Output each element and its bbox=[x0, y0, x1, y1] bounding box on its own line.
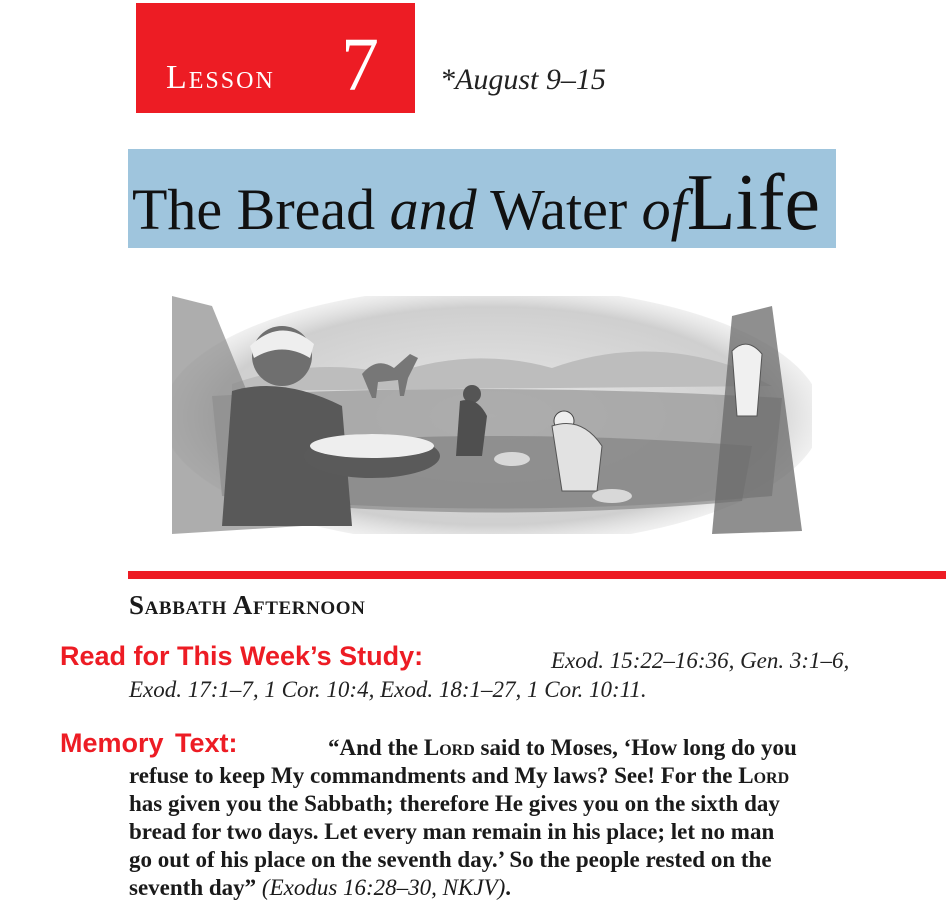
memory-line-3: has given you the Sabbath; therefore He gives you on the sixth day bbox=[129, 791, 780, 816]
title-of: of bbox=[641, 177, 687, 242]
memory-line-4: bread for two days. Let every man remain in his place; let no man bbox=[129, 819, 775, 844]
lesson-label: Lesson bbox=[166, 59, 275, 96]
read-references-line-2: Exod. 17:1–7, 1 Cor. 10:4, Exod. 18:1–27, 1 Cor. 10:11. bbox=[129, 677, 647, 702]
lesson-number: 7 bbox=[341, 23, 379, 107]
lesson-badge bbox=[136, 3, 415, 113]
title-and: and bbox=[389, 177, 477, 242]
title-part-1: The Bread bbox=[132, 177, 390, 242]
memory-l1b: said to Moses, ‘How long do you bbox=[474, 735, 797, 760]
memory-l2-lord: Lord bbox=[738, 763, 790, 788]
memory-l6-end: . bbox=[505, 875, 512, 900]
manna-gathering-illustration bbox=[172, 296, 812, 534]
memory-heading: Memory Text: bbox=[60, 728, 238, 758]
title-life: Life bbox=[686, 159, 821, 247]
memory-line-1 bbox=[328, 736, 797, 759]
read-heading: Read for This Week’s Study: bbox=[60, 641, 424, 671]
title-part-2: Water bbox=[476, 177, 642, 242]
title-band bbox=[128, 149, 836, 248]
memory-l1a: “And the bbox=[328, 735, 424, 760]
section-heading: Sabbath Afternoon bbox=[129, 590, 366, 620]
memory-line-2 bbox=[129, 764, 789, 787]
read-references-line-1: Exod. 15:22–16:36, Gen. 3:1–6, bbox=[551, 648, 850, 673]
memory-l1-lord: Lord bbox=[423, 735, 475, 760]
lesson-title bbox=[132, 159, 821, 247]
memory-line-5: go out of his place on the seventh day.’ So the people rested on the bbox=[129, 847, 772, 872]
lesson-date: *August 9–15 bbox=[440, 63, 606, 96]
section-divider bbox=[128, 571, 946, 579]
memory-line-6 bbox=[129, 876, 511, 899]
memory-reference: (Exodus 16:28–30, NKJV) bbox=[261, 875, 506, 900]
memory-l2a: refuse to keep My commandments and My laws? See! For the bbox=[129, 763, 739, 788]
memory-l6a: seventh day” bbox=[129, 875, 262, 900]
